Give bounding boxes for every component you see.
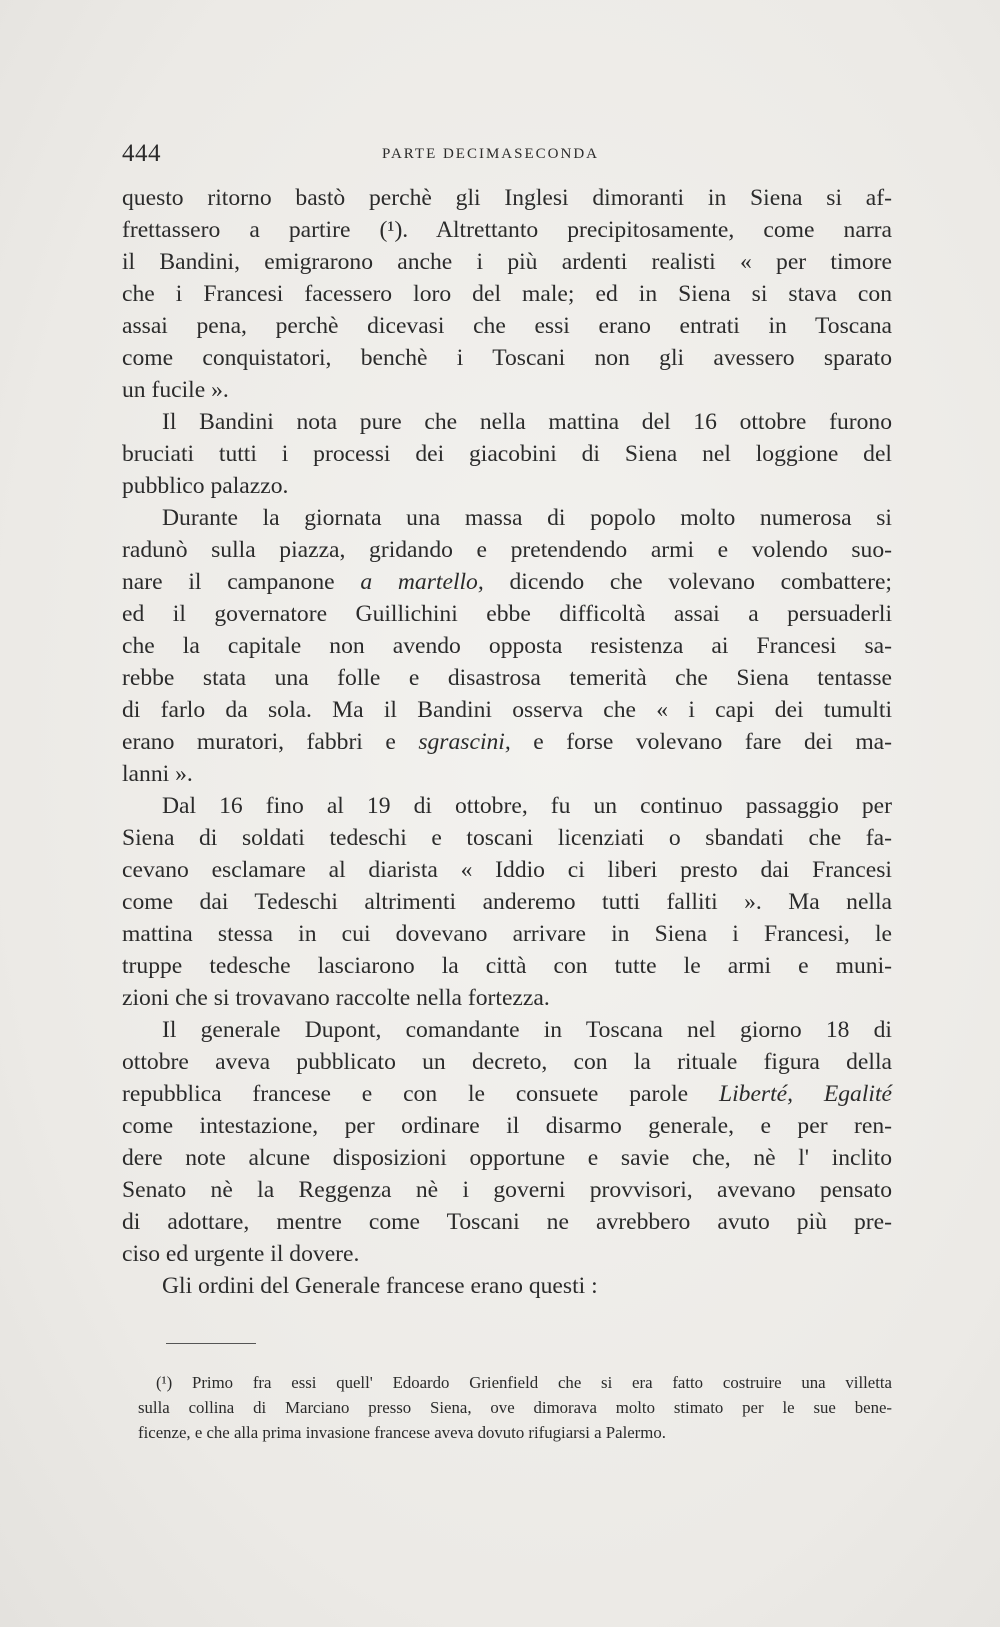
text-line: bruciati tutti i processi dei giacobini di Siena nel loggione del	[122, 441, 892, 467]
text-line: come dai Tedeschi altrimenti anderemo tutti falliti ». Ma nella	[122, 889, 892, 915]
text-line: dere note alcune disposizioni opportune e savie che, nè l' inclito	[122, 1145, 892, 1171]
text-line: assai pena, perchè dicevasi che essi erano entrati in Toscana	[122, 313, 892, 339]
text-line: ciso ed urgente il dovere.	[122, 1241, 360, 1267]
text-line: di farlo da sola. Ma il Bandini osserva che « i capi dei tumulti	[122, 697, 892, 723]
italic-phrase: sgrascini,	[418, 729, 511, 755]
text-run: dicendo che volevano combattere;	[483, 569, 892, 595]
page-number: 444	[122, 140, 161, 167]
footnote-line: ficenze, e che alla prima invasione francese aveva dovuto rifugiarsi a Palermo.	[138, 1423, 666, 1442]
text-line: Gli ordini del Generale francese erano questi :	[162, 1273, 598, 1299]
text-line: Siena di soldati tedeschi e toscani licenziati o sbandati che fa-	[122, 825, 892, 851]
text-line: Dal 16 fino al 19 di ottobre, fu un continuo passaggio per	[162, 793, 892, 819]
footnote-line: (¹) Primo fra essi quell' Edoardo Grienfield che si era fatto costruire una villetta	[156, 1373, 892, 1392]
text-line: lanni ».	[122, 761, 193, 787]
text-line: zioni che si trovavano raccolte nella fortezza.	[122, 985, 550, 1011]
text-line: che i Francesi facessero loro del male; ed in Siena si stava con	[122, 281, 892, 307]
italic-phrase: a martello,	[360, 569, 484, 595]
text-run: repubblica francese e con le consuete parole	[122, 1081, 719, 1107]
running-head: PARTE DECIMASECONDA	[382, 146, 599, 162]
text-line: Il generale Dupont, comandante in Toscana nel giorno 18 di	[162, 1017, 892, 1043]
text-line: ed il governatore Guillichini ebbe difficoltà assai a persuaderli	[122, 601, 892, 627]
text-line: truppe tedesche lasciarono la città con tutte le armi e muni-	[122, 953, 892, 979]
text-line: cevano esclamare al diarista « Iddio ci liberi presto dai Francesi	[122, 857, 892, 883]
text-line: mattina stessa in cui dovevano arrivare in Siena i Francesi, le	[122, 921, 892, 947]
text-line: Il Bandini nota pure che nella mattina del 16 ottobre furono	[162, 409, 892, 435]
text-run: nare il campanone	[122, 569, 361, 595]
text-line: questo ritorno bastò perchè gli Inglesi dimoranti in Siena si af-	[122, 185, 892, 211]
text-line	[122, 1078, 892, 1110]
text-line: che la capitale non avendo opposta resistenza ai Francesi sa-	[122, 633, 892, 659]
text-line	[122, 566, 892, 598]
text-line: Durante la giornata una massa di popolo molto numerosa si	[162, 505, 892, 531]
page-header	[122, 140, 892, 174]
text-line: come conquistatori, benchè i Toscani non gli avessero sparato	[122, 345, 892, 371]
text-line: di adottare, mentre come Toscani ne avrebbero avuto più pre-	[122, 1209, 892, 1235]
text-line: Senato nè la Reggenza nè i governi provvisori, avevano pensato	[122, 1177, 892, 1203]
text-line: un fucile ».	[122, 377, 229, 403]
text-line: come intestazione, per ordinare il disarmo generale, e per ren-	[122, 1113, 892, 1139]
italic-phrase: Liberté, Egalité	[718, 1081, 892, 1107]
text-line: frettassero a partire (¹). Altrettanto precipitosamente, come narra	[122, 217, 892, 243]
footnote-rule	[166, 1343, 256, 1344]
footnote	[138, 1370, 892, 1445]
text-line: il Bandini, emigrarono anche i più ardenti realisti « per timore	[122, 249, 892, 275]
text-line: ottobre aveva pubblicato un decreto, con la rituale figura della	[122, 1049, 892, 1075]
text-line: radunò sulla piazza, gridando e pretendendo armi e volendo suo-	[122, 537, 892, 563]
text-line	[122, 726, 892, 758]
text-line: pubblico palazzo.	[122, 473, 289, 499]
footnote-line: sulla collina di Marciano presso Siena, ove dimorava molto stimato per le sue bene-	[138, 1398, 892, 1417]
text-run: erano muratori, fabbri e	[122, 729, 419, 755]
text-line: rebbe stata una folle e disastrosa temerità che Siena tentasse	[122, 665, 892, 691]
text-run: e forse volevano fare dei ma-	[510, 729, 892, 755]
main-text	[122, 182, 892, 1302]
